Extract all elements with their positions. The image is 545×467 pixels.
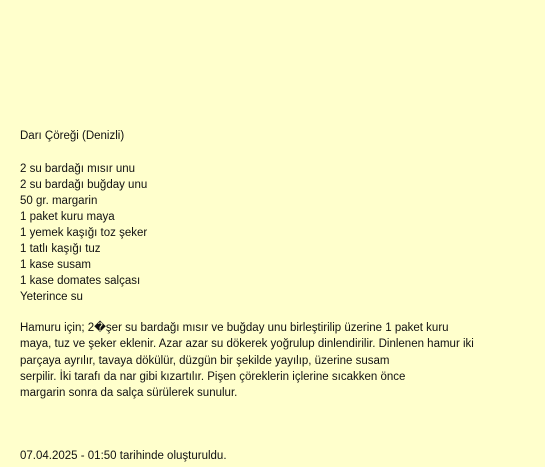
instruction-line: Hamuru için; 2�şer su bardağı mısır ve buğday unu birleştirilip üzerine 1 paket kuru — [20, 322, 449, 334]
recipe-title: Darı Çöreği (Denizli) — [20, 130, 125, 142]
instruction-line: serpilir. İki tarafı da nar gibi kızartılır. Pişen çöreklerin içlerine sıcakken önce — [20, 370, 406, 383]
ingredient-item: 1 paket kuru maya — [20, 211, 115, 223]
ingredient-item: 1 kase susam — [20, 259, 91, 271]
ingredient-item: Yeterince su — [20, 291, 83, 303]
ingredient-item: 50 gr. margarin — [20, 195, 98, 207]
ingredient-item: 2 su bardağı mısır unu — [20, 163, 136, 175]
instruction-line: margarin sonra da salça sürülerek sunulur. — [20, 387, 238, 400]
ingredient-item: 2 su bardağı buğday unu — [20, 179, 148, 191]
recipe-instructions — [20, 320, 525, 401]
recipe-page — [20, 0, 525, 467]
ingredient-item: 1 tatlı kaşığı tuz — [20, 243, 101, 255]
instruction-line: maya, tuz ve şeker eklenir. Azar azar su dökerek yoğrulup dinlendirilir. Dinlenen hamur iki — [20, 338, 474, 351]
ingredient-item: 1 kase domates salçası — [20, 275, 141, 287]
instruction-line: parçaya ayrılır, tavaya dökülür, düzgün bir şekilde yayılıp, üzerine susam — [20, 354, 390, 367]
ingredient-list — [20, 161, 147, 305]
created-timestamp: 07.04.2025 - 01:50 tarihinde oluşturuldu. — [20, 450, 227, 462]
ingredient-item: 1 yemek kaşığı toz şeker — [20, 227, 148, 239]
